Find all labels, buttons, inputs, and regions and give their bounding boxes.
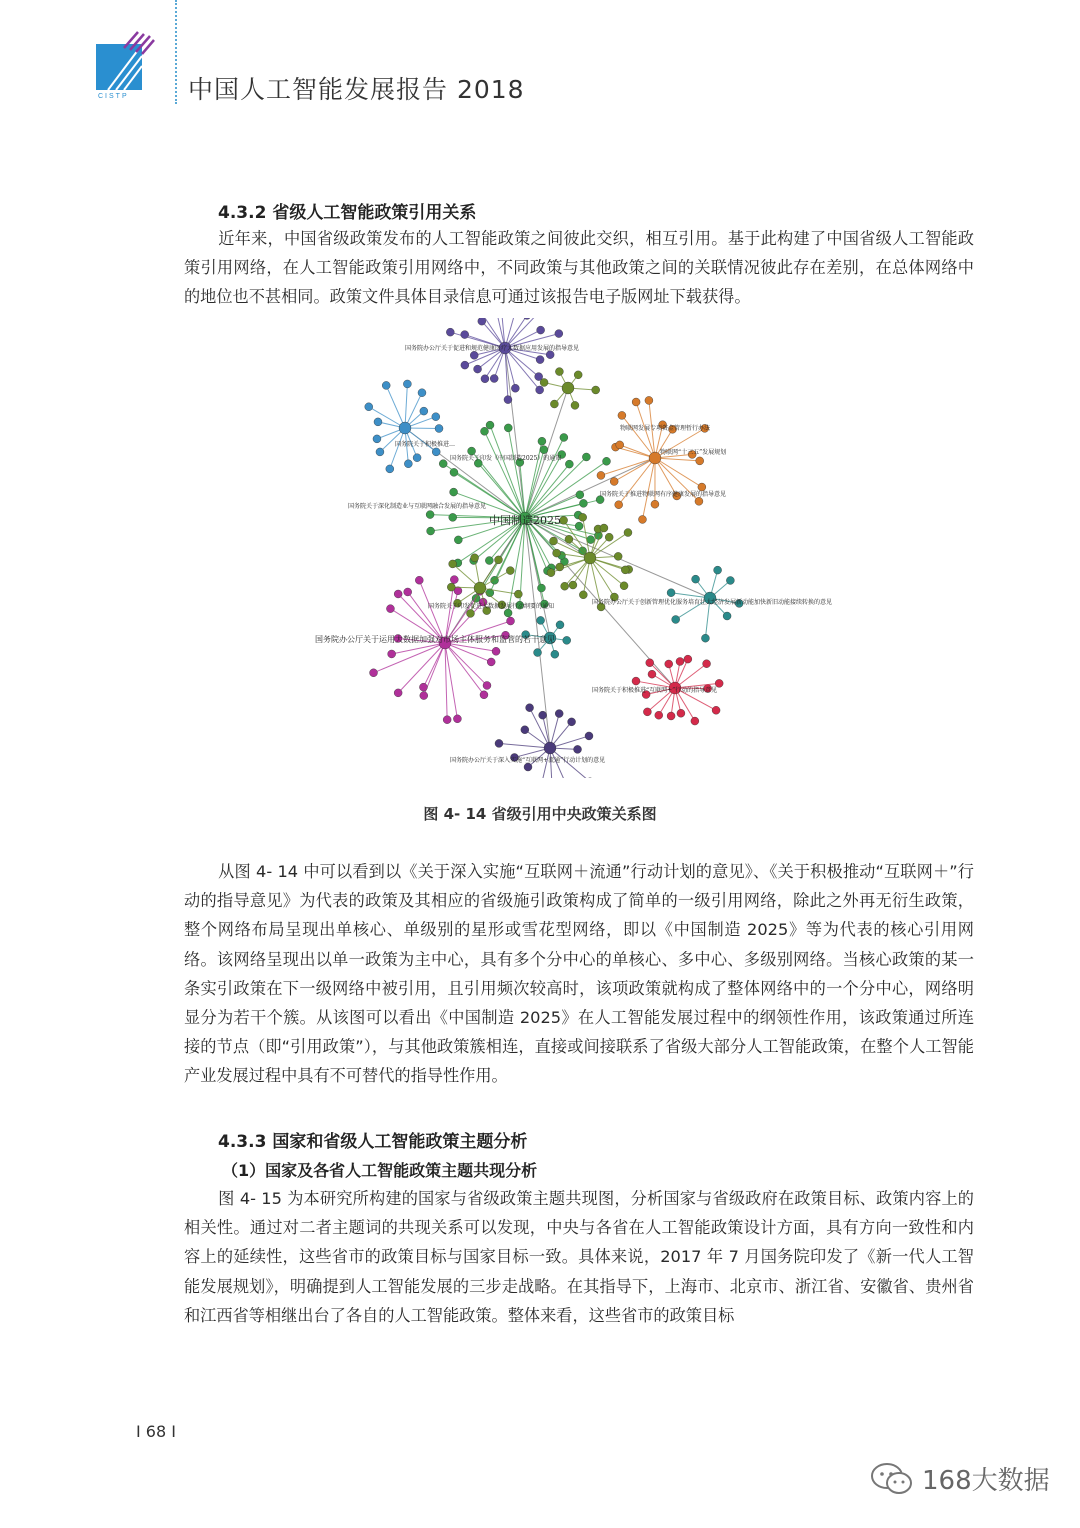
network-node [370,669,378,677]
network-node [692,575,700,583]
network-node [461,331,469,339]
network-edge [423,643,445,687]
network-edge [508,428,525,518]
network-node [373,435,381,443]
network-node [667,589,675,597]
network-node [490,375,498,383]
network-node [461,361,469,369]
topic-paragraph [184,1184,974,1330]
network-node [582,453,590,461]
network-edge [655,458,702,487]
network-node [382,381,390,389]
network-node [443,716,451,724]
network-node [415,576,423,584]
network-node [655,711,663,719]
network-node [714,566,722,574]
network-label: 物联网“十三五”发展规划 [660,449,727,456]
network-node [632,398,640,406]
network-node [632,677,640,685]
network-node [605,533,613,541]
network-edge [390,428,405,469]
section-heading-433: 4.3.3 国家和省级人工智能政策主题分析 [218,1132,528,1152]
network-label: 国务院办公厅关于创新管理优化服务培育壮大经济发展新动能加快新旧动能接续转换的意见 [592,599,833,606]
network-node [374,418,382,426]
network-node [603,457,611,465]
network-label: 国务院关于积极推进“互联网+”行动的指导意见 [592,687,718,694]
network-node [453,715,461,723]
network-node [365,403,373,411]
network-node [568,718,576,726]
network-node [419,683,427,691]
analysis-paragraph [184,857,974,1091]
network-node [450,488,458,496]
network-node [486,421,494,429]
network-node [569,581,577,589]
network-node [418,389,426,397]
network-node [643,708,651,716]
network-node [404,460,412,468]
network-label: 国务院办公厅关于运用大数据加强对市场主体服务和监管的若干意见 [315,635,555,644]
network-node [495,739,503,747]
watermark [870,1460,1050,1497]
network-node [672,615,680,623]
network-node [439,460,447,468]
network-node [504,424,512,432]
network-node [376,448,384,456]
network-edge [525,518,544,604]
network-label: 国务院关于深化制造业与互联网融合发展的指导意见 [348,503,487,510]
network-node [481,375,489,383]
network-node [536,386,544,394]
network-node [576,491,584,499]
subsection-heading: （1）国家及各省人工智能政策主题共现分析 [222,1161,538,1180]
network-label: 国务院关于推进物联网有序健康发展的指导意见 [600,491,727,498]
network-node [698,483,706,491]
network-label: 国务院关于积极推进… [395,441,456,448]
page-number: I 68 I [136,1422,176,1441]
intro-paragraph [184,224,974,312]
network-node [471,554,479,562]
network-node [399,422,411,434]
network-node [446,328,454,336]
network-node [579,513,587,521]
section-heading-432: 4.3.2 省级人工智能政策引用关系 [218,203,477,223]
network-label: 国务院关于印发《中国制造2025》的通知 [450,455,562,462]
network-node [449,513,457,521]
network-edge [642,458,655,519]
network-node [555,368,563,376]
network-node [394,590,402,598]
network-label: 国务院办公厅关于促进和规范健康医疗大数据应用发展的指导意见 [405,345,580,352]
network-edge [392,643,445,654]
network-node [487,658,495,666]
intro-paragraph-text: 近年来，中国省级政策发布的人工智能政策之间彼此交织，相互引用。基于此构建了中国省级人工智能政策引用网络，在人工智能政策引用网络中，不同政策与其他政策之间的关联情况彼此存在差别，在总体网络中的地位也不甚相同。政策文件具体目录信息可通过该报告电子版网址下载获得。 [184,229,974,307]
network-node [621,566,629,574]
network-edge [499,743,550,748]
network-node [485,557,493,565]
network-edge [419,580,445,643]
citation-network-figure [300,318,860,778]
network-node [624,529,632,537]
network-node [560,433,568,441]
network-node [701,634,709,642]
network-node [638,515,646,523]
network-node [388,650,396,658]
network-node [514,590,522,598]
network-node [521,726,529,734]
network-node [587,536,595,544]
network-node [544,742,556,754]
network-node [585,732,593,740]
network-edge [525,441,542,518]
network-node [470,351,478,359]
network-node [480,427,488,435]
network-node [684,655,692,663]
network-node [565,460,573,468]
watermark-text: 168大数据 [922,1466,1050,1496]
network-node [526,704,534,712]
network-edge [369,407,405,428]
network-node [712,706,720,714]
network-node [534,649,542,657]
network-node [507,617,515,625]
network-node [561,582,569,590]
network-node [435,424,443,432]
network-node [474,582,486,594]
network-node [506,567,514,575]
network-node [420,407,428,415]
figure-caption: 图 4- 14 省级引用中央政策关系图 [423,805,657,823]
network-node [616,441,624,449]
network-node [563,636,571,644]
network-edge [525,458,655,518]
network-node [492,647,500,655]
network-node [676,657,684,665]
network-node [478,318,486,325]
network-node [691,717,699,725]
network-node [386,465,394,473]
network-node [695,497,703,505]
network-node [447,583,455,591]
network-edge [525,461,607,518]
network-node [537,616,545,624]
network-node [403,380,411,388]
network-edge [386,385,405,428]
network-node [432,448,440,456]
network-node [474,365,482,373]
network-node [426,511,434,519]
analysis-paragraph-text: 从图 4- 14 中可以看到以《关于深入实施“互联网＋流通”行动计划的意见》、《关于积极推动“互联网＋”行动的指导意见》为代表的政策及其相应的省级施引政策构成了简单的一级引用网络，除此之外再无衍生政策，整个网络布局呈现出单核心、单级别的星形或雪花型网络，即以《中国制造 2025》等为代表的核心引用网络。该网络呈现出以单一政策为主中心，具有多个分中心的单核心、多中心、多级别网络。当核心政策的某一条实引政策在下一级网络中被引用，且引用频次较高时，该项政策就构成了整体网络中的一个分中心，网络明显分为若干个簇。从该图可以看出《中国制造 2025》在人工智能发展过程中的纲领性作用，该政策通过所连接的节点（即“引用政策”），与其他政策簇相连，直接或间接联系了省级大部分人工智能政策，在整个人工智能产业发展过程中具有不可替代的指导性作用。 [184,862,974,1086]
network-node [454,536,462,544]
network-node [413,454,421,462]
network-node [432,413,440,421]
network-node [480,691,488,699]
network-node [450,576,458,584]
network-edge [614,458,655,481]
network-node [677,709,685,717]
logo-text: CISTP [98,93,129,100]
network-node [726,576,734,584]
network-node [562,382,574,394]
network-node [646,659,654,667]
network-node [538,437,546,445]
network-node [466,609,474,617]
network-node [537,326,545,334]
network-label: 国务院关于印发促进大数据发展行动纲要的通知 [428,603,555,610]
report-title: 中国人工智能发展报告 2018 [188,75,525,104]
network-label: 国务院办公厅关于深入实施“互联网+流通”行动计划的意见 [450,757,606,764]
network-node [547,569,555,577]
network-node [574,745,582,753]
network-node [550,400,558,408]
network-node [703,660,711,668]
network-node [504,396,512,404]
network-node [494,556,502,564]
network-node [524,763,532,771]
network-node [540,446,548,454]
network-node [386,605,394,613]
network-node [420,692,428,700]
network-node [667,712,675,720]
network-node [394,689,402,697]
network-node [696,457,704,465]
network-node [427,527,435,535]
network-node [574,371,582,379]
network-edge [405,384,407,428]
network-node [468,447,476,455]
network-node [511,384,519,392]
header-divider [175,0,177,104]
network-node [600,524,608,532]
network-node [565,535,573,543]
network-node [555,330,563,338]
network-node [584,552,596,564]
network-node [556,621,564,629]
network-node [615,501,623,509]
network-node [665,660,673,668]
cistp-logo [94,28,156,100]
network-node [592,386,600,394]
network-node [404,588,412,596]
network-label: 中国制造2025 [489,514,561,527]
network-node [571,401,579,409]
network-node [723,612,731,620]
network-node [504,609,512,617]
network-node [620,582,628,590]
network-node [551,650,559,658]
network-node [539,711,547,719]
network-node [556,563,564,571]
network-label: 物联网发展专项资金管理暂行办法 [620,425,711,432]
network-node [618,411,626,419]
network-node [575,522,583,530]
network-edge [525,457,586,518]
network-node [555,710,563,718]
network-node [648,670,656,678]
network-node [536,356,544,364]
network-node [483,681,491,689]
network-node [610,477,618,485]
network-node [553,549,561,557]
network-node [651,500,659,508]
network-node [645,396,653,404]
network-node [597,471,605,479]
network-node [449,560,457,568]
network-node [549,537,557,545]
network-node [540,378,548,386]
topic-paragraph-text: 图 4- 15 为本研究所构建的国家与省级政策主题共现图，分析国家与省级政府在政策目标、政策内容上的相关性。通过对二者主题词的共现关系可以发现，中央与各省在人工智能政策设计方面，具有方向一致性和内容上的延续性，这些省市的政策目标与国家目标一致。具体来说，2017 年 7 月国务院印发了《新一代人工智能发展规划》，明确提到人工智能发展的三步走战略。在其指导下，上海市、北京市、浙江省、安徽省、贵州省和江西省等相继出台了各自的人工智能政策。整体来看，这些省市的政策目标 [184,1189,974,1325]
network-node [579,591,587,599]
wechat-icon [870,1462,914,1496]
network-node [614,552,622,560]
